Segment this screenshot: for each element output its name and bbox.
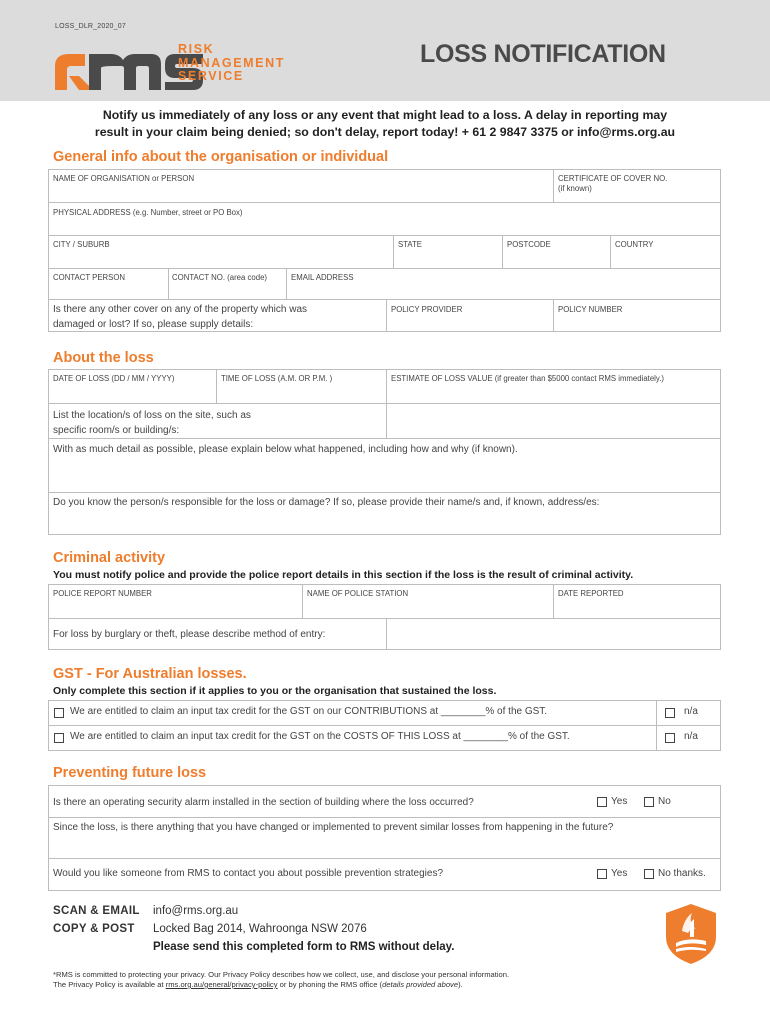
field-policy-provider[interactable]: POLICY PROVIDER xyxy=(391,305,463,314)
field-date-of-loss[interactable]: DATE OF LOSS (DD / MM / YYYY) xyxy=(53,374,175,383)
adventist-flame-icon xyxy=(662,903,720,965)
section-title-gst: GST - For Australian losses. xyxy=(53,666,247,682)
field-date-reported[interactable]: DATE REPORTED xyxy=(558,589,624,598)
gst-costs-label: We are entitled to claim an input tax credit for the GST on the COSTS OF THIS LOSS at ________% of the GST. xyxy=(70,731,570,742)
gst-contributions-na-label: n/a xyxy=(684,706,698,717)
field-estimate-value[interactable]: ESTIMATE OF LOSS VALUE (if greater than $5000 contact RMS immediately.) xyxy=(391,374,664,383)
gst-costs-na-checkbox[interactable] xyxy=(665,733,675,743)
scan-email-value[interactable]: info@rms.org.au xyxy=(153,905,239,917)
criminal-subtitle: You must notify police and provide the police report details in this section if the loss is the result of criminal activity. xyxy=(53,569,634,581)
alarm-yes-checkbox[interactable] xyxy=(597,797,607,807)
copy-post-value: Locked Bag 2014, Wahroonga NSW 2076 xyxy=(153,923,367,935)
contact-no-checkbox[interactable] xyxy=(644,869,654,879)
alarm-question: Is there an operating security alarm installed in the section of building where the loss occurred? xyxy=(53,797,474,808)
intro-notice: Notify us immediately of any loss or any event that might lead to a loss. A delay in reporting may result in your claim being denied; so don't delay, report today! + 61 2 9847 3375 or info@rms.org.au xyxy=(94,108,676,139)
method-of-entry-question: For loss by burglary or theft, please describe method of entry: xyxy=(53,629,326,640)
field-policy-number[interactable]: POLICY NUMBER xyxy=(558,305,623,314)
page-title: LOSS NOTIFICATION xyxy=(420,40,666,68)
alarm-yes-label: Yes xyxy=(611,796,628,807)
field-org-name[interactable]: NAME OF ORGANISATION or PERSON xyxy=(53,174,195,183)
field-police-report-number[interactable]: POLICE REPORT NUMBER xyxy=(53,589,152,598)
section-title-criminal: Criminal activity xyxy=(53,550,166,566)
field-physical-address[interactable]: PHYSICAL ADDRESS (e.g. Number, street or PO Box) xyxy=(53,208,243,217)
field-contact-person[interactable]: CONTACT PERSON xyxy=(53,273,126,282)
other-cover-question: Is there any other cover on any of the property which was damaged or lost? If so, please supply details: xyxy=(53,304,308,330)
contact-no-label: No thanks. xyxy=(658,868,706,879)
field-email[interactable]: EMAIL ADDRESS xyxy=(291,273,354,282)
gst-contributions-label: We are entitled to claim an input tax credit for the GST on our CONTRIBUTIONS at ________% of the GST. xyxy=(70,706,548,717)
contact-question: Would you like someone from RMS to contact you about possible prevention strategies? xyxy=(53,868,444,879)
field-contact-no[interactable]: CONTACT NO. (area code) xyxy=(172,273,268,282)
scan-email-label: SCAN & EMAIL xyxy=(53,905,140,917)
field-country[interactable]: COUNTRY xyxy=(615,240,654,249)
logo-wordmark: RISK MANAGEMENT SERVICE xyxy=(178,42,285,83)
privacy-line-1: *RMS is committed to protecting your privacy. Our Privacy Policy describes how we collect, use, and disclose your personal information. xyxy=(53,970,510,979)
field-postcode[interactable]: POSTCODE xyxy=(507,240,551,249)
field-city[interactable]: CITY / SUBURB xyxy=(53,240,110,249)
contact-yes-label: Yes xyxy=(611,868,628,879)
detail-question[interactable]: With as much detail as possible, please explain below what happened, including how and why (if known). xyxy=(53,444,518,455)
alarm-no-checkbox[interactable] xyxy=(644,797,654,807)
section-title-prevent: Preventing future loss xyxy=(53,765,207,781)
field-certificate-no[interactable]: CERTIFICATE OF COVER NO. (if known) xyxy=(558,174,668,193)
section-title-about: About the loss xyxy=(53,350,154,366)
privacy-line-2: The Privacy Policy is available at rms.org.au/general/privacy-policy or by phoning the RMS office (details provided above). xyxy=(53,980,463,989)
field-police-station[interactable]: NAME OF POLICE STATION xyxy=(307,589,409,598)
contact-yes-checkbox[interactable] xyxy=(597,869,607,879)
privacy-policy-link[interactable]: rms.org.au/general/privacy-policy xyxy=(165,980,278,989)
section-title-general: General info about the organisation or individual xyxy=(53,149,389,165)
field-state[interactable]: STATE xyxy=(398,240,422,249)
changes-question[interactable]: Since the loss, is there anything that you have changed or implemented to prevent similar losses from happening in the future? xyxy=(53,822,614,833)
gst-contributions-na-checkbox[interactable] xyxy=(665,708,675,718)
responsible-question[interactable]: Do you know the person/s responsible for the loss or damage? If so, please provide their name/s and, if known, address/es: xyxy=(53,497,600,508)
send-instruction: Please send this completed form to RMS without delay. xyxy=(153,941,455,953)
gst-costs-na-label: n/a xyxy=(684,731,698,742)
copy-post-label: COPY & POST xyxy=(53,923,135,935)
gst-costs-checkbox[interactable] xyxy=(54,733,64,743)
alarm-no-label: No xyxy=(658,796,671,807)
form-code: LOSS_DLR_2020_07 xyxy=(55,23,126,30)
location-question: List the location/s of loss on the site, such as specific room/s or building/s: xyxy=(53,410,251,436)
field-time-of-loss[interactable]: TIME OF LOSS (A.M. OR P.M. ) xyxy=(221,374,333,383)
gst-subtitle: Only complete this section if it applies to you or the organisation that sustained the loss. xyxy=(53,685,497,697)
gst-contributions-checkbox[interactable] xyxy=(54,708,64,718)
